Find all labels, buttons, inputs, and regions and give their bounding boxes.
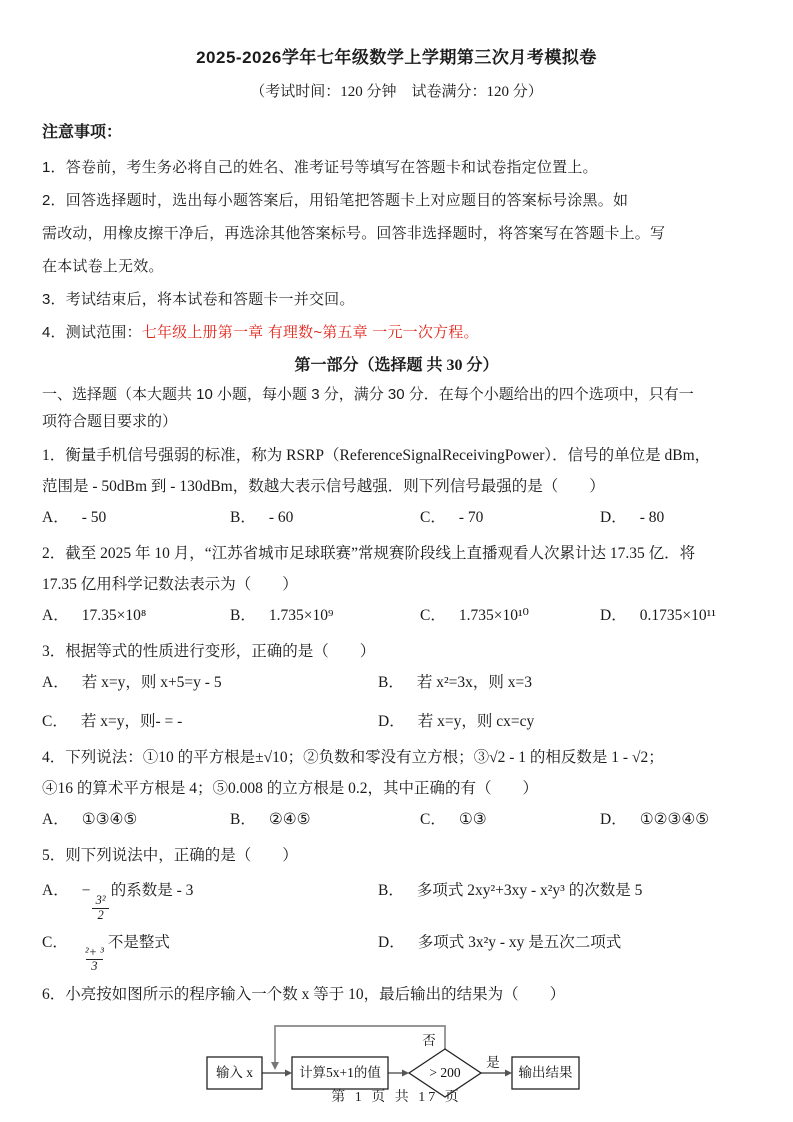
decision-label: > 200 <box>428 1065 461 1080</box>
question-3-option-b: B． 若 x²=3x，则 x=3 <box>378 674 532 691</box>
question-1-option-b: B． - 60 <box>230 509 294 526</box>
notice-item-1: 1．答卷前，考生务必将自己的姓名、准考证号等填写在答题卡和试卷指定位置上。 <box>42 159 598 176</box>
question-3-option-c: C． 若 x=y，则- = - <box>42 713 183 730</box>
question-5-option-a: A． − $\frac{\text{3²}}{2}$ 的系数是 - 3 <box>42 882 194 922</box>
question-2-option-c: C． 1.735×10¹⁰ <box>420 607 529 624</box>
page-title: 2025-2026学年七年级数学上学期第三次月考模拟卷 <box>196 48 597 67</box>
question-4-option-d: D． ①②③④⑤ <box>600 811 710 828</box>
arrowhead-3 <box>505 1070 512 1077</box>
question-6-stem: 6．小亮按如图所示的程序输入一个数 x 等于 10，最后输出的结果为（ ） <box>42 986 566 1003</box>
question-4-options <box>42 804 751 835</box>
question-5 <box>42 840 751 974</box>
section-instructions-line-1: 一、选择题（本大题共 10 小题，每小题 3 分，满分 30 分．在每个小题给出的四个选项中，只有一 <box>42 386 694 403</box>
arrowhead-1 <box>285 1070 292 1077</box>
question-5-option-c: C． $\frac{\text{²+ ³}}{3}$ 不是整式 <box>42 933 170 974</box>
question-5-option-d: D． 多项式 3x²y - xy 是五次二项式 <box>378 933 622 951</box>
notice-item-2-line-2: 需改动，用橡皮擦干净后，再选涂其他答案标号。回答非选择题时，将答案写在答题卡上。写 <box>42 225 666 242</box>
input-box-label: 输入 x <box>215 1065 253 1080</box>
question-2 <box>42 538 751 631</box>
notice-item-2-line-3: 在本试卷上无效。 <box>42 258 164 275</box>
question-1-option-d: D． - 80 <box>600 509 665 526</box>
question-3-options-row-2 <box>42 706 751 737</box>
question-5-option-b: B． 多项式 2xy²+3xy - x²y³ 的次数是 5 <box>378 882 643 899</box>
question-3-option-a: A． 若 x=y，则 x+5=y - 5 <box>42 674 222 691</box>
question-4-option-a: A． ①③④⑤ <box>42 811 138 828</box>
question-4-option-c: C． ①③ <box>420 811 487 828</box>
question-2-stem-line-2: 17.35 亿用科学记数法表示为（ ） <box>42 576 298 593</box>
notice-item-4-prefix: 4．测试范围： <box>42 324 142 341</box>
notices-heading: 注意事项： <box>42 124 123 141</box>
section-instructions-line-2: 项符合题目要求的） <box>42 413 178 430</box>
output-box-label: 输出结果 <box>518 1065 572 1080</box>
question-2-option-b: B． 1.735×10⁹ <box>230 607 334 624</box>
question-1-option-a: A． - 50 <box>42 509 107 526</box>
question-5-options-row-1 <box>42 871 751 923</box>
question-4-stem-line-2: ④16 的算术平方根是 4；⑤0.008 的立方根是 0.2，其中正确的有（ ） <box>42 780 539 797</box>
question-3-options-row-1 <box>42 667 751 698</box>
question-2-stem-line-1: 2．截至 2025 年 10 月，“江苏省城市足球联赛”常规赛阶段线上直播观看人次累计达 17.35 亿．将 <box>42 545 696 562</box>
notice-item-4 <box>42 316 751 349</box>
question-1 <box>42 440 751 533</box>
compute-box-label: 计算5x+1的值 <box>298 1065 381 1080</box>
page-footer: 第 1 页 共 17 页 <box>331 1090 462 1105</box>
fraction: $\frac{\text{²+ ³}}{3}$ <box>84 944 104 974</box>
question-3 <box>42 636 751 737</box>
question-1-option-c: C． - 70 <box>420 509 484 526</box>
question-3-stem: 3．根据等式的性质进行变形，正确的是（ ） <box>42 643 376 660</box>
question-2-option-d: D． 0.1735×10¹¹ <box>600 607 716 624</box>
question-1-options <box>42 502 751 533</box>
question-4-option-b: B． ②④⑤ <box>230 811 311 828</box>
question-1-stem-line-1: 1．衡量手机信号强弱的标准，称为 RSRP（ReferenceSignalReceivingPower）．信号的单位是 dBm， <box>42 447 711 464</box>
question-4 <box>42 742 751 835</box>
question-1-stem-line-2: 范围是 - 50dBm 到 - 130dBm，数越大表示信号越强．则下列信号最强的是（ ） <box>42 478 605 495</box>
notice-item-3: 3．考试结束后，将本试卷和答题卡一并交回。 <box>42 291 355 308</box>
page-subtitle: （考试时间：120 分钟 试卷满分：120 分） <box>250 84 543 100</box>
notice-item-4-scope: 七年级上册第一章 有理数~第五章 一元一次方程。 <box>141 324 479 341</box>
question-4-stem-line-1: 4．下列说法：①10 的平方根是±√10；②负数和零没有立方根；③√2 - 1 的相反数是 1 - √2； <box>42 749 664 766</box>
branch-no-label: 否 <box>421 1033 436 1048</box>
branch-yes-label: 是 <box>485 1055 500 1070</box>
question-3-option-d: D． 若 x=y，则 cx=cy <box>378 713 535 730</box>
question-5-options-row-2 <box>42 923 751 975</box>
notice-item-2-line-1: 2．回答选择题时，选出每小题答案后，用铅笔把答题卡上对应题目的答案标号涂黑。如 <box>42 192 629 209</box>
part-one-title: 第一部分（选择题 共 30 分） <box>294 357 499 374</box>
loop-arrowhead <box>271 1062 279 1070</box>
question-2-option-a: A． 17.35×10⁸ <box>42 607 147 624</box>
fraction: $\frac{\text{3²}}{2}$ <box>92 894 108 923</box>
question-2-options <box>42 600 751 631</box>
question-5-stem: 5．则下列说法中，正确的是（ ） <box>42 847 298 864</box>
